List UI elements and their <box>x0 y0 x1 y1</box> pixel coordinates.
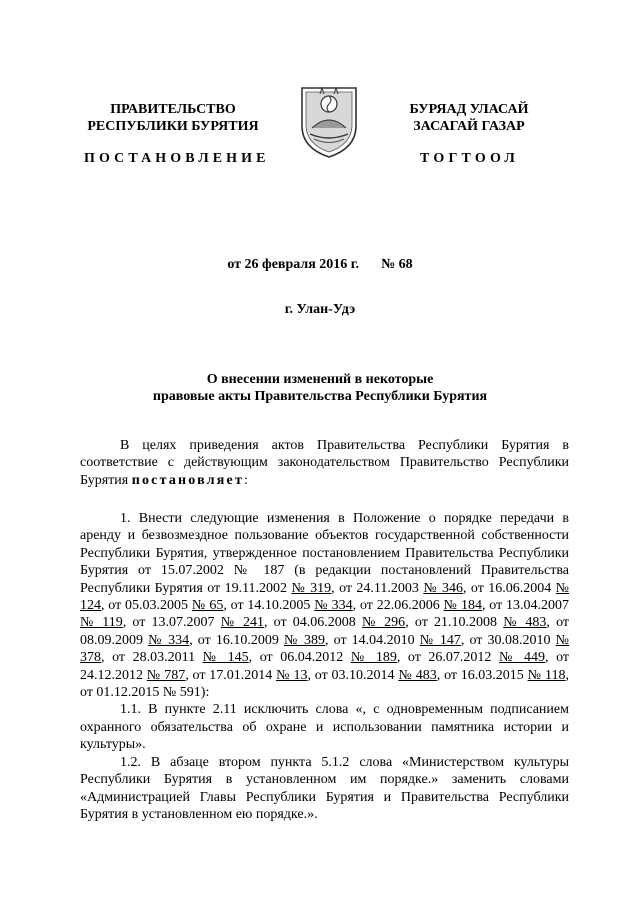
item-1-paragraph <box>80 510 569 701</box>
item-1-text: , от 13.07.2007 <box>122 615 221 631</box>
link-decree[interactable]: № 389 <box>283 632 326 648</box>
coat-of-arms-icon <box>298 82 360 160</box>
decree-subject-line1: О внесении изменений в некоторые <box>206 372 434 387</box>
item-1-text: , от 05.03.2005 <box>101 598 192 614</box>
item-1-text: , от 06.04.2012 <box>248 650 351 666</box>
item-1-text: , от 16.03.2015 <box>436 667 528 683</box>
item-1-text: , от 24.12.2012 <box>80 650 570 683</box>
link-decree[interactable]: № 483 <box>503 615 547 631</box>
item-1-text: , от 24.11.2003 <box>331 580 424 596</box>
link-decree[interactable]: № 118 <box>527 667 566 683</box>
issuer-buryat-line2: ЗАСАГАЙ ГАЗАР <box>413 119 525 134</box>
document-type-russian: ПОСТАНОВЛЕНИЕ <box>84 151 270 166</box>
link-decree[interactable]: № 334 <box>314 598 353 614</box>
item-1-text: , от 28.03.2011 <box>101 650 203 666</box>
link-decree[interactable]: № 378 <box>80 632 569 666</box>
item-1-text: , от 26.07.2012 <box>396 650 499 666</box>
issuer-buryat-line1: БУРЯАД УЛАСАЙ <box>409 102 529 117</box>
item-1-text: , от 17.01.2014 <box>185 667 277 683</box>
issuer-russian-line2: РЕСПУБЛИКИ БУРЯТИЯ <box>87 119 259 134</box>
preamble-paragraph <box>80 437 569 489</box>
link-decree[interactable]: № 449 <box>498 650 545 666</box>
decree-date-line <box>0 257 640 273</box>
item-1-text: , от 04.06.2008 <box>263 615 362 631</box>
item-1-text: , от 21.10.2008 <box>405 615 504 631</box>
link-decree[interactable]: № 65 <box>191 598 224 614</box>
link-decree[interactable]: № 147 <box>419 632 461 648</box>
link-decree[interactable]: № 13 <box>276 667 308 683</box>
link-decree[interactable]: № 241 <box>220 615 264 631</box>
issuer-russian <box>78 101 268 135</box>
link-decree[interactable]: № 346 <box>423 580 463 596</box>
link-decree[interactable]: № 296 <box>361 615 406 631</box>
link-decree[interactable]: № 334 <box>148 632 190 648</box>
item-1-section <box>80 510 569 823</box>
issuer-russian-line1: ПРАВИТЕЛЬСТВО <box>110 102 236 117</box>
item-1-text: , от 16.06.2004 <box>463 580 556 596</box>
item-1-text: , от 14.10.2005 <box>223 598 315 614</box>
preamble-text: В целях приведения актов Правительства Республики Бурятия в соответствие с действующим законодательством Правительство Республики Бурятия <box>80 438 569 488</box>
link-decree[interactable]: № 124 <box>80 580 570 614</box>
link-decree[interactable]: № 119 <box>80 615 123 631</box>
decree-subject <box>0 371 640 405</box>
item-1-text: , от 22.06.2006 <box>352 598 444 614</box>
link-decree[interactable]: № 184 <box>443 598 482 614</box>
link-decree[interactable]: № 483 <box>398 667 437 683</box>
link-decree[interactable]: № 787 <box>146 667 186 683</box>
item-1-text: , от 30.08.2010 <box>460 632 556 648</box>
decree-subject-line2: правовые акты Правительства Республики Бурятия <box>152 389 488 404</box>
preamble-end: : <box>244 472 248 488</box>
preamble-action: постановляет <box>131 472 245 488</box>
item-1-2-paragraph: 1.2. В абзаце втором пункта 5.1.2 слова «Министерством культуры Республики Бурятия в установленном им порядке.» заменить словами «Администрацией Главы Республики Бурятия и Правительства Республики Бурятия в установленном ею порядке.». <box>80 754 569 822</box>
item-1-text: , от 13.04.2007 <box>481 598 570 614</box>
item-1-text: , от 03.10.2014 <box>307 667 399 683</box>
decree-date: от 26 февраля 2016 г. <box>227 257 360 272</box>
item-1-text: , от 14.04.2010 <box>325 632 420 648</box>
issuer-buryat <box>384 101 554 135</box>
decree-city: г. Улан-Удэ <box>284 302 356 317</box>
document-type-buryat: ТОГТООЛ <box>420 151 520 166</box>
decree-number: № 68 <box>381 257 413 272</box>
item-1-text: , от 08.09.2009 <box>80 615 570 648</box>
link-decree[interactable]: № 319 <box>291 580 332 596</box>
item-1-text: , от 16.10.2009 <box>189 632 284 648</box>
link-decree[interactable]: № 189 <box>350 650 397 666</box>
item-1-text: 1. Внести следующие изменения в Положение о порядке передачи в аренду и безвозмездное пользование объектов государственной собственности Республики Бурятия, утвержденное постановлением Правительства Республики Бурятия от 15.07.2002 № 187 (в редакции постановлений Правительства Республики Бурятия от 19.11.2002 <box>80 511 569 596</box>
item-1-1-paragraph: 1.1. В пункте 2.11 исключить слова «, с одновременным подписанием охранного обязательства об охране и использовании памятника истории и культуры». <box>80 702 569 753</box>
item-1-text: , от 01.12.2015 № 591): <box>80 667 570 701</box>
link-decree[interactable]: № 145 <box>202 650 249 666</box>
